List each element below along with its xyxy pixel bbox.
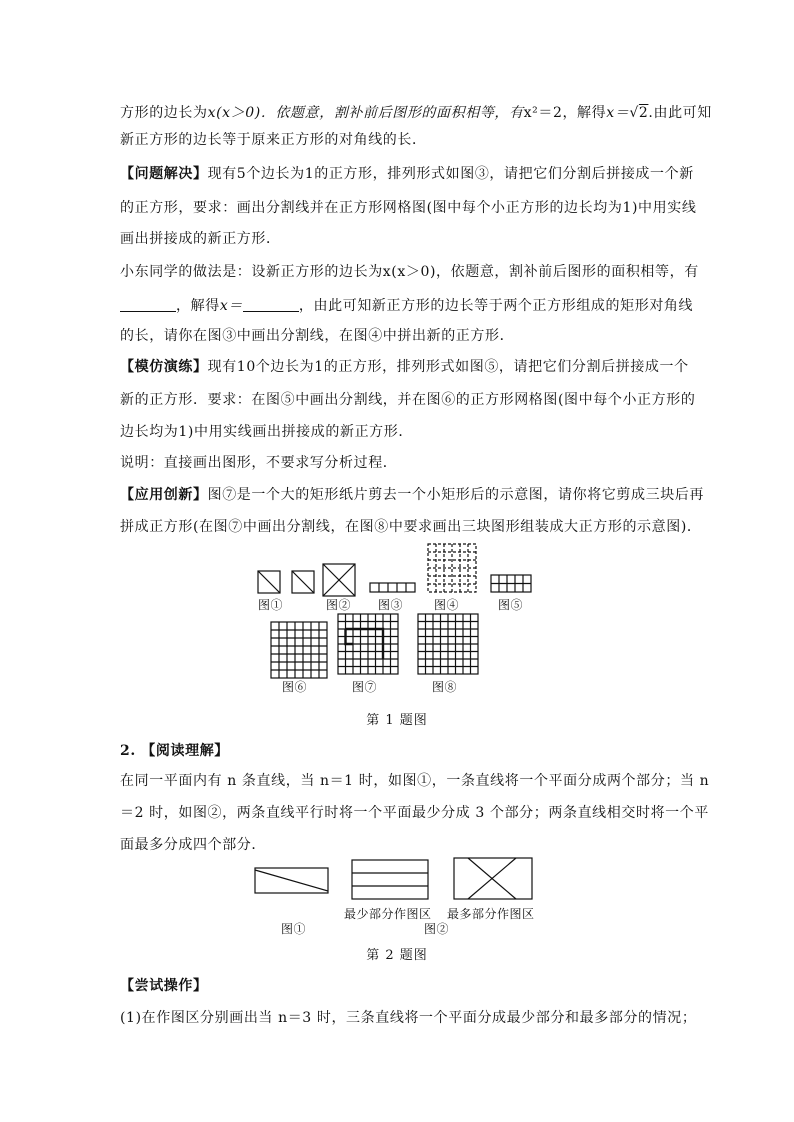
problem-line-1: 【问题解决】现有5个边长为1的正方形，排列形式如图③，请把它们分割后拼接成一个新 (120, 166, 694, 182)
fig1-label-7: 图⑦ (352, 680, 378, 694)
fig1-label-3: 图③ (378, 598, 404, 612)
fig2-2-rect-crossing (454, 858, 532, 899)
q2-line-1: 在同一平面内有 n 条直线，当 n＝1 时，如图①，一条直线将一个平面分成两个部分；当 n (120, 773, 710, 789)
xiaodong-line-2: ，解得x＝ ，由此可知新正方形的边长等于两个正方形组成的矩形对角线 (120, 296, 680, 316)
problem-heading: 【问题解决】 (120, 166, 208, 182)
fig2-square-x (323, 564, 355, 596)
fig1-label-1: 图① (258, 598, 284, 612)
problem-line-2: 的正方形，要求：画出分割线并在正方形网格图(图中每个小正方形的边长均为1)中用实线 (120, 200, 697, 216)
fig7-grid-cut (338, 614, 398, 674)
innovate-line-1: 【应用创新】图⑦是一个大的矩形纸片剪去一个小矩形后的示意图，请你将它剪成三块后再 (120, 487, 705, 503)
fig2-2-rect-parallel (352, 860, 428, 899)
fig2-caption: 第 2 题图 (366, 948, 428, 963)
note-line: 说明：直接画出图形，不要求写分析过程． (120, 455, 398, 471)
imitate-line-1: 【模仿演练】现有10个边长为1的正方形，排列形式如图⑤，请把它们分割后拼接成一个 (120, 359, 689, 375)
fig2-label-2: 图② (424, 922, 450, 936)
imitate-line-3: 边长均为1)中用实线画出拼接成的新正方形． (120, 424, 413, 440)
fig1-label-2: 图② (326, 598, 352, 612)
fig1-label-8: 图⑧ (432, 680, 458, 694)
attempt-heading: 【尝试操作】 (120, 978, 208, 994)
fig1-label-5: 图⑤ (498, 598, 524, 612)
problem-line-3: 画出拼接成的新正方形． (120, 231, 281, 247)
fig1-label-6: 图⑥ (282, 680, 308, 694)
attempt-line-1: (1)在作图区分别画出当 n＝3 时，三条直线将一个平面分成最少部分和最多部分的情况； (120, 1010, 697, 1026)
fig1-caption: 第 1 题图 (366, 713, 428, 728)
para-intro-line-1: 方形的边长为x(x＞0)．依题意，割补前后图形的面积相等，有x²＝2，解得x＝√2.由此可知 (120, 105, 712, 121)
para-intro-line-2: 新正方形的边长等于原来正方形的对角线的长． (120, 132, 427, 148)
q2-line-3: 面最多分成四个部分． (120, 837, 266, 853)
imitate-heading: 【模仿演练】 (120, 359, 208, 375)
fig1-label-4: 图④ (434, 598, 460, 612)
fig2-1-rect-one-line (255, 868, 328, 893)
fig6-grid (271, 622, 327, 678)
innovate-heading: 【应用创新】 (120, 487, 208, 503)
fig5-ten-squares (491, 575, 531, 592)
q2-line-2: ＝2 时，如图②，两条直线平行时将一个平面最少分成 3 个部分；两条直线相交时将一个平 (120, 805, 709, 821)
fig2-label-max: 最多部分作图区 (447, 907, 535, 921)
xiaodong-line-3: 的长，请你在图③中画出分割线，在图④中拼出新的正方形． (120, 328, 515, 344)
fig2-label-min: 最少部分作图区 (344, 907, 432, 921)
imitate-line-2: 新的正方形．要求：在图⑤中画出分割线，并在图⑥的正方形网格图(图中每个小正方形的 (120, 392, 696, 408)
fig2-label-1: 图① (281, 922, 307, 936)
answer-blank-1[interactable] (120, 297, 176, 312)
xiaodong-line-1: 小东同学的做法是：设新正方形的边长为x(x＞0)，依题意，割补前后图形的面积相等，有 (120, 264, 699, 280)
q2-title: 2. 【阅读理解】 (120, 743, 229, 759)
fig4-dashed-grid (428, 544, 476, 592)
fig8-grid (418, 614, 478, 674)
innovate-line-2: 拼成正方形(在图⑦中画出分割线，在图⑧中要求画出三块图形组装成大正方形的示意图)． (120, 519, 702, 535)
fig3-five-squares (370, 583, 415, 592)
fig1-square-diagonal (258, 571, 280, 593)
answer-blank-2[interactable] (243, 297, 299, 312)
fig1-square-diagonal-2 (292, 571, 314, 593)
